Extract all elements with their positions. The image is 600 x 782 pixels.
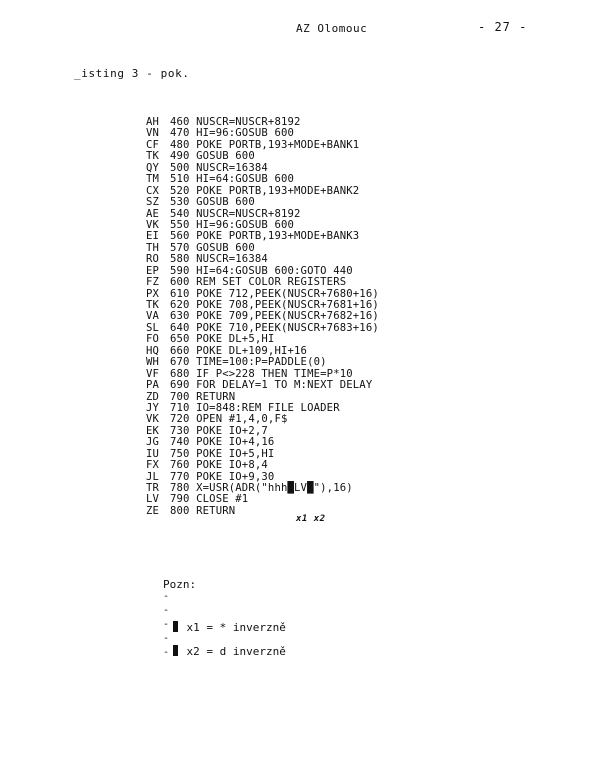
line-checksum: JY (146, 401, 160, 414)
line-code: 470 HI=96:GOSUB 600 (170, 127, 295, 140)
line-code: 750 POKE IO+5,HI (170, 447, 275, 460)
line-code: 730 POKE IO+2,7 (170, 424, 268, 437)
line-checksum: FX (146, 459, 160, 472)
line-checksum: VN (146, 127, 160, 140)
line-code: 560 POKE PORTB,193+MODE+BANK3 (170, 230, 360, 243)
line-checksum: JL (146, 470, 160, 483)
line-code: 630 POKE 709,PEEK(NUSCR+7682+16) (170, 310, 379, 323)
notes-rule: ----- (163, 591, 171, 658)
line-code: 720 OPEN #1,4,0,F$ (170, 413, 288, 426)
line-code: 590 HI=64:GOSUB 600:GOTO 440 (170, 264, 353, 277)
line-checksum: TR (146, 482, 160, 494)
line-code: 460 NUSCR=NUSCR+8192 (170, 116, 301, 128)
line-code: 600 REM SET COLOR REGISTERS (170, 276, 347, 289)
line-code: 740 POKE IO+4,16 (170, 436, 275, 449)
line-checksum: VF (146, 367, 160, 380)
line-checksum: SZ (146, 196, 160, 209)
line-checksum: EP (146, 264, 160, 277)
line-checksum: ZE (146, 504, 160, 517)
note-text: x1 = * inverzně (186, 621, 286, 634)
line-code: 530 GOSUB 600 (170, 196, 255, 209)
line-checksum: VK (146, 413, 160, 426)
line-code: 500 NUSCR=16384 (170, 161, 268, 174)
note-text: x2 = d inverzně (186, 645, 286, 658)
line-checksum: TH (146, 241, 160, 254)
line-code: 540 NUSCR=NUSCR+8192 (170, 207, 301, 220)
line-code: 620 POKE 708,PEEK(NUSCR+7681+16) (170, 299, 379, 311)
code-listing (146, 117, 379, 517)
line-code: 790 CLOSE #1 (170, 493, 249, 506)
line-checksum: CX (146, 184, 160, 197)
line-checksum: ZD (146, 390, 160, 403)
line-checksum: VA (146, 310, 160, 323)
line-code: 520 POKE PORTB,193+MODE+BANK2 (170, 184, 360, 197)
line-code: 770 POKE IO+9,30 (170, 470, 275, 483)
line-checksum: AE (146, 207, 160, 220)
line-checksum: AH (146, 116, 160, 128)
line-code: 480 POKE PORTB,193+MODE+BANK1 (170, 138, 360, 151)
line-checksum: CF (146, 138, 160, 151)
line-code: 610 POKE 712,PEEK(NUSCR+7680+16) (170, 287, 379, 300)
marker-bar-icon (173, 645, 178, 656)
line-checksum: EK (146, 424, 160, 437)
line-code: 510 HI=64:GOSUB 600 (170, 173, 295, 186)
line-checksum: JG (146, 436, 160, 449)
line-checksum: FZ (146, 276, 160, 289)
line-code: 650 POKE DL+5,HI (170, 333, 275, 346)
line-checksum: RO (146, 253, 160, 266)
line-code: 680 IF P<>228 THEN TIME=P*10 (170, 367, 353, 380)
line-checksum: PX (146, 287, 160, 300)
listing-heading: _isting 3 - pok. (74, 67, 190, 80)
line-code: 700 RETURN (170, 390, 236, 403)
line-checksum: HQ (146, 344, 160, 357)
line-code: 570 GOSUB 600 (170, 241, 255, 254)
line-checksum: EI (146, 230, 160, 243)
line-checksum: SL (146, 321, 160, 334)
line-checksum: LV (146, 493, 160, 506)
line-code: 690 FOR DELAY=1 TO M:NEXT DELAY (170, 379, 373, 392)
line-checksum: WH (146, 356, 160, 369)
code-line (146, 506, 379, 517)
line-code: 800 RETURN (170, 504, 236, 517)
page-number: - 27 - (478, 20, 528, 34)
line-checksum: IU (146, 447, 160, 460)
line-code: 490 GOSUB 600 (170, 150, 255, 163)
line-code: 640 POKE 710,PEEK(NUSCR+7683+16) (170, 321, 379, 334)
line-checksum: TK (146, 299, 160, 311)
note-item (146, 631, 286, 673)
line-checksum: TM (146, 173, 160, 186)
line-code: 660 POKE DL+109,HI+16 (170, 344, 308, 357)
line-code: 710 IO=848:REM FILE LOADER (170, 401, 340, 414)
line-checksum: FO (146, 333, 160, 346)
line-checksum: VK (146, 218, 160, 231)
line-code: 670 TIME=100:P=PADDLE(0) (170, 356, 327, 369)
line-code: 550 HI=96:GOSUB 600 (170, 218, 295, 231)
notes-title: Pozn: (163, 578, 197, 591)
line-code: 580 NUSCR=16384 (170, 253, 268, 266)
line-code: 760 POKE IO+8,4 (170, 459, 268, 472)
handwritten-marks: x1 x2 (296, 514, 326, 524)
line-checksum: QY (146, 161, 160, 174)
line-code: 780 X=USR(ADR("hhh█LV█"),16) (170, 482, 353, 494)
line-checksum: TK (146, 150, 160, 163)
header-title: AZ Olomouc (296, 22, 368, 35)
line-checksum: PA (146, 379, 160, 392)
